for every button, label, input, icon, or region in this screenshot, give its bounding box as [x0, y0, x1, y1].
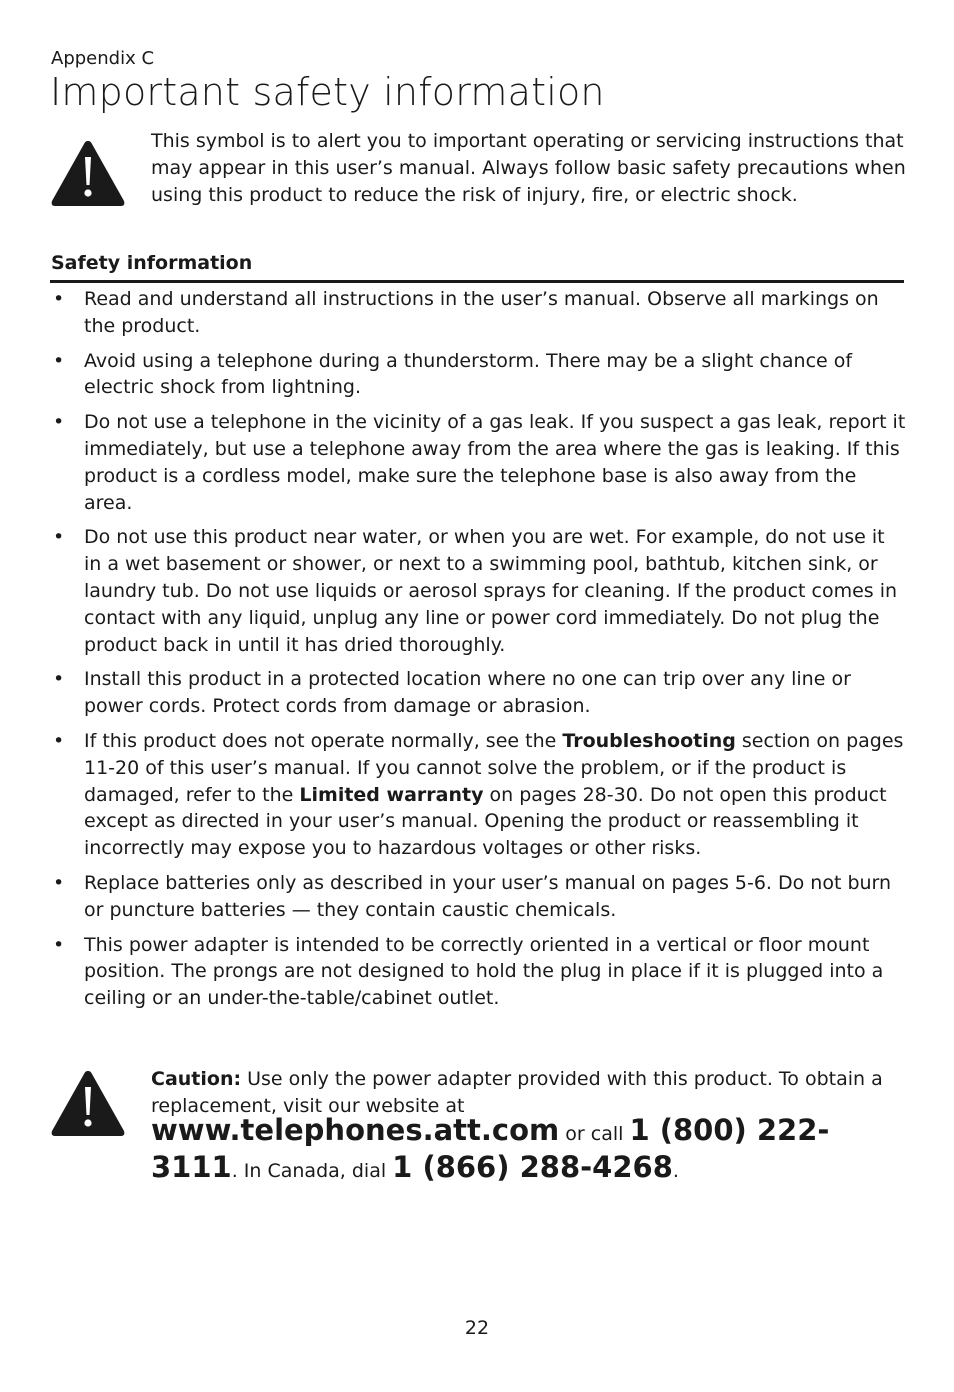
list-item — [50, 728, 906, 862]
bullet-marker: • — [53, 668, 65, 691]
list-item — [50, 409, 906, 516]
list-item — [50, 286, 906, 340]
bullet-marker: • — [53, 288, 65, 310]
list-item-text: Do not use this product near water, or when you are wet. For example, do not use it in a wet basement or shower, or next to a swimming pool, bathtub, kitchen sink, or laundry tub. Do not use liquids or aerosol sprays for cleaning. If the product comes in contact with any liquid, unplug any line or power cord immediately. Do not plug the product back in until it has dried thoroughly. — [84, 526, 898, 656]
bullet-marker: • — [53, 933, 65, 956]
list-item-text: Do not use a telephone in the vicinity of a gas leak. If you suspect a gas leak, report it immediately, but use a telephone away from the area where the gas is leaking. If this product is a cordless model, make sure the telephone base is also away from the area. — [84, 411, 906, 514]
section-divider — [50, 280, 904, 283]
list-item-text: on pages 28-30. Do not open this product except as directed in your user’s manual. Opening the product or reassembling it incorrectly may expose you to hazardous voltages or other risks. — [84, 783, 887, 860]
limited-warranty-ref: Limited warranty — [299, 783, 484, 806]
phone-canada: 1 (866) 288-4268 — [392, 1150, 673, 1184]
or-call-text: or call — [559, 1123, 630, 1145]
bullet-marker: • — [53, 411, 65, 434]
page-title: Important safety information — [50, 70, 605, 114]
list-item — [50, 524, 906, 658]
warning-triangle-icon — [50, 1069, 126, 1137]
period: . — [672, 1160, 679, 1182]
page-number: 22 — [464, 1317, 490, 1339]
caution-paragraph — [151, 1066, 911, 1120]
canada-text: . In Canada, dial — [231, 1160, 393, 1182]
bullet-marker: • — [53, 349, 65, 372]
list-item — [50, 932, 906, 1012]
list-item-text: Read and understand all instructions in the user’s manual. Observe all markings on the product. — [84, 288, 879, 337]
caution-text: Use only the power adapter provided with this product. To obtain a replacement, visit our website at — [151, 1068, 883, 1117]
intro-paragraph: This symbol is to alert you to important operating or servicing instructions that may appear in this user’s manual. Always follow basic safety precautions when using this product to reduce the risk of injury, fire, or electric shock. — [151, 130, 906, 206]
list-item-text: If this product does not operate normally, see the — [84, 729, 563, 752]
contact-block — [151, 1114, 911, 1188]
safety-list — [50, 286, 906, 1020]
caution-label: Caution: — [151, 1068, 242, 1090]
list-item-text: section on pages 11-20 of this user’s manual. If you cannot solve the problem, or if the product is damaged, refer to the — [84, 729, 904, 806]
appendix-label: Appendix C — [51, 48, 155, 69]
list-item-text: Avoid using a telephone during a thunderstorm. There may be a slight chance of electric shock from lightning. — [84, 349, 853, 399]
bullet-marker: • — [53, 871, 65, 894]
troubleshooting-ref: Troubleshooting — [562, 729, 736, 752]
bullet-marker: • — [53, 729, 65, 752]
phone-us: 1 (800) 222-3111 — [151, 1113, 830, 1184]
list-item — [50, 870, 906, 924]
list-item-text: Install this product in a protected location where no one can trip over any line or power cords. Protect cords from damage or abrasion. — [84, 668, 851, 718]
safety-heading: Safety information — [51, 252, 253, 274]
list-item — [50, 348, 906, 402]
list-item-text: Replace batteries only as described in your user’s manual on pages 5-6. Do not burn or puncture batteries — they contain caustic chemicals. — [84, 871, 892, 921]
warning-triangle-icon — [50, 139, 126, 207]
bullet-marker: • — [53, 526, 65, 549]
list-item — [50, 666, 906, 720]
website-link[interactable]: www.telephones.att.com — [151, 1113, 560, 1147]
list-item-text: This power adapter is intended to be correctly oriented in a vertical or floor mount position. The prongs are not designed to hold the plug in place if it is plugged into a ceiling or an under-the-table/cabinet outlet. — [84, 933, 884, 1010]
